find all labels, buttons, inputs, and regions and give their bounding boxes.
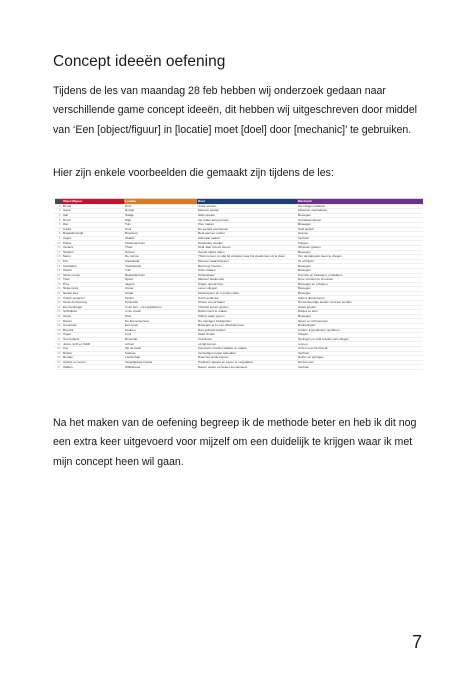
- table-cell: Ninja-mody: [62, 287, 124, 292]
- table-cell: Schildpad: [62, 310, 124, 315]
- examples-paragraph: Hier zijn enkele voorbeelden die gemaakt zijn tijdens de les:: [53, 167, 334, 179]
- table-cell: Pyramide: [124, 301, 197, 306]
- table-cell: Bewegen: [297, 213, 423, 218]
- table-cell: Rondje: [62, 356, 124, 361]
- table-cell: Dieren stelen en beken tunnelmacts: [197, 365, 297, 370]
- row-number-cell: 31: [55, 337, 62, 342]
- table-header-cell: Locatie: [124, 199, 197, 204]
- row-number-cell: 7: [55, 227, 62, 232]
- row-number-cell: 34: [55, 351, 62, 356]
- table-cell: Landschap: [124, 356, 197, 361]
- table-cell: Puzzels en bewegen, ontdekken: [297, 273, 423, 278]
- table-cell: Cavia: [62, 227, 124, 232]
- table-cell: Een beek: [124, 324, 197, 329]
- row-number-cell: 2: [55, 204, 62, 209]
- row-number-cell: 11: [55, 245, 62, 250]
- row-number-cell: 28: [55, 324, 62, 329]
- row-number-cell: 27: [55, 319, 62, 324]
- table-cell: Fire: [62, 259, 124, 264]
- row-number-cell: 24: [55, 305, 62, 310]
- table-cell: Chaos veroorzaken: [197, 301, 297, 306]
- table-cell: Pasta: [62, 241, 124, 246]
- table-cell: Bewegen: [297, 268, 423, 273]
- table-cell: Vergelijkings knuttle: [124, 360, 197, 365]
- table-cell: Naar het einde komen: [197, 356, 297, 361]
- table-cell: Bewegen: [297, 314, 423, 319]
- table-cell: Abattis: [124, 236, 197, 241]
- table-cell: Overleven: [197, 337, 297, 342]
- table-cell: School: [124, 250, 197, 255]
- table-cell: Mensen waarschuwen: [197, 259, 297, 264]
- table-cell: De wereld overnemen: [197, 227, 297, 232]
- table-cell: In de tuin - met appelboom: [124, 305, 197, 310]
- table-cell: De manager bedigorden: [197, 319, 297, 324]
- row-number-cell: 6: [55, 222, 62, 227]
- table-cell: Prey: [62, 282, 124, 287]
- reflection-paragraph: Na het maken van de oefening begreep ik de methode beter en heb ik dit nog een extra keer uitgevoerd voor mijzelf om een duidelijk te krijgen waar ik met mijn concept heen wil gaan.: [53, 417, 417, 468]
- table-cell: Straat: [124, 291, 197, 296]
- row-number-cell: 19: [55, 282, 62, 287]
- table-cell: Om de planeten heen te vliegen: [297, 255, 423, 260]
- table-cell: Oude Archeoloog: [62, 301, 124, 306]
- table-cell: Brenzill: [62, 328, 124, 333]
- table-cell: Niet gebodd worden: [197, 328, 297, 333]
- table-cell: Studentenhuis: [124, 241, 197, 246]
- table-cell: Bal hoog houden: [197, 264, 297, 269]
- table-cell: op tijd komen: [197, 342, 297, 347]
- table-cell: Bewegen je zo een dinehulst luxe: [197, 324, 297, 329]
- row-number-cell: 33: [55, 347, 62, 352]
- table-cell: In de ocean: [124, 310, 197, 315]
- table-header-cell: Mechanic: [297, 199, 423, 204]
- table-cell: Mensen pesten: [197, 209, 297, 214]
- table-cell: Voetbalveld: [124, 264, 197, 269]
- row-number-cell: 20: [55, 287, 62, 292]
- table-cell: Neutel kies: [62, 291, 124, 296]
- table-cell: Voeter: [62, 268, 124, 273]
- row-number-cell: 32: [55, 342, 62, 347]
- table-cell: Ontsnappen: [197, 273, 297, 278]
- table-cell: De boerenservice: [124, 319, 197, 324]
- table-cell: Waffen: [62, 365, 124, 370]
- table-cell: Hersenkoortige stoden tot lezer worden: [297, 301, 423, 306]
- table-cell: Kat avens worden wakker te maken: [197, 347, 297, 352]
- table-cell: Te schrijven: [297, 259, 423, 264]
- row-number-cell: 3: [55, 209, 62, 214]
- table-cell: Ouders: [62, 245, 124, 250]
- table-cell: Vechten: [297, 236, 423, 241]
- table-cell: Keuken: [124, 328, 197, 333]
- table-cell: Kijkers illuminneren: [297, 296, 423, 301]
- table-cell: Bepaald kenijk: [62, 232, 124, 237]
- table-cell: Rat: [62, 222, 124, 227]
- row-number-cell: 18: [55, 278, 62, 283]
- table-cell: Dorpje: [124, 209, 197, 214]
- table-cell: Op de bank: [124, 347, 197, 352]
- table-cell: Kind naar school sturen: [197, 245, 297, 250]
- table-cell: Wijk: [124, 218, 197, 223]
- table-cell: Bewegen: [297, 291, 423, 296]
- table-cell: Gat: [62, 213, 124, 218]
- table-cell: Springen en zoal houden aan vliegen: [297, 337, 423, 342]
- table-cell: Dolommerit te maken: [197, 310, 297, 315]
- table-cell: Bewegen en schieten: [297, 282, 423, 287]
- table-cell: Raven: [62, 319, 124, 324]
- table-cell: Vechten: [297, 365, 423, 370]
- table-cell: Online: [124, 296, 197, 301]
- table-cell: Bewegen: [297, 264, 423, 269]
- table-body: [55, 204, 423, 369]
- table-cell: Tuin: [124, 222, 197, 227]
- table-cell: Rietjes te eten: [297, 310, 423, 315]
- table-cell: Klaslokaal: [124, 259, 197, 264]
- table-header-cell: Doel: [197, 199, 297, 204]
- row-number-cell: 16: [55, 268, 62, 273]
- table-cell: Thuis: [124, 245, 197, 250]
- table-cell: Studenten voeden: [197, 241, 297, 246]
- row-number-cell: 13: [55, 255, 62, 260]
- table-cell: Hond: [62, 218, 124, 223]
- table-cell: Kooi: [124, 227, 197, 232]
- table-cell: Julius, knih en SAM: [62, 342, 124, 347]
- table-cell: Mensen fietsbonen: [197, 278, 297, 283]
- table-cell: Vogel: [62, 236, 124, 241]
- row-number-cell: 22: [55, 296, 62, 301]
- table-cell: Vliegen: [297, 333, 423, 338]
- table-cell: Kasteel: [124, 351, 197, 356]
- row-number-cell: 30: [55, 333, 62, 338]
- table-cell: Bonkeringen: [297, 324, 423, 329]
- table-header-cell: Object/figuur: [62, 199, 124, 204]
- table-cell: Vestibator: [62, 264, 124, 269]
- table-cell: Twitch streamer: [62, 296, 124, 301]
- table-cell: Alles opeten: [197, 213, 297, 218]
- intro-paragraph: Tijdens de les van maandag 28 feb hebben wij onderzoek gedaan naar verschillende game concept ideeën, dit hebben wij uitgeschreven door middel van ‘Een [object/figuur] in [locatie] moet [doel] door [mechanic]’ te gebruiken.: [53, 85, 417, 136]
- table-cell: Huis: [124, 314, 197, 319]
- table-cell: Bejaardenhuis: [124, 273, 197, 278]
- row-number-cell: 26: [55, 314, 62, 319]
- row-number-cell: 21: [55, 291, 62, 296]
- table-cell: Geld verdienen: [197, 296, 297, 301]
- table-cell: Bewegen: [297, 287, 423, 292]
- table-cell: Leven vliegen: [197, 287, 297, 292]
- table-cell: rennen: [297, 342, 423, 347]
- table-cell: Aan dingen plakken: [297, 204, 423, 209]
- table-cell: Gans: [62, 209, 124, 214]
- table-cell: Proficiem appels en peren te vergelijken: [197, 360, 297, 365]
- table-cell: Toast worden: [197, 204, 297, 209]
- row-number-cell: 35: [55, 356, 62, 361]
- table-cell: Steen en schreeuwen: [297, 319, 423, 324]
- row-number-cell: 14: [55, 259, 62, 264]
- table-cell: Plante water geven: [197, 314, 297, 319]
- table-cell: Een bedreiger: [62, 305, 124, 310]
- table-cell: Appel gooien: [297, 305, 423, 310]
- page-title: Concept ideeën oefening: [53, 53, 226, 70]
- row-number-cell: 36: [55, 360, 62, 365]
- table-cell: Vies maken: [197, 222, 297, 227]
- row-number-cell: 15: [55, 264, 62, 269]
- table-cell: Vogel: [62, 333, 124, 338]
- table-cell: Objecten gooien: [297, 245, 423, 250]
- row-number-cell: 10: [55, 241, 62, 246]
- table-cell: Beta kennen onden: [197, 232, 297, 237]
- table-cell: Oude vrouw: [62, 273, 124, 278]
- table-cell: Azzen over het Koydt: [297, 347, 423, 352]
- table-cell: Door mensen te smossen: [297, 278, 423, 283]
- table-cell: De ruimte: [124, 255, 197, 260]
- table-cell: school: [124, 342, 197, 347]
- table-cell: Wiffelbouw: [124, 365, 197, 370]
- table-cell: Gras maaien: [197, 268, 297, 273]
- table-cell: Zaad vinden: [197, 333, 297, 338]
- row-number-cell: 9: [55, 236, 62, 241]
- table-cell: Allemaal maken: [197, 236, 297, 241]
- concept-table: [55, 199, 423, 370]
- table-cell: Graf gewild: [297, 227, 423, 232]
- table-cell: Ruben: [62, 351, 124, 356]
- table-cell: Test subject: [62, 337, 124, 342]
- table-cell: Rollen en springen: [297, 356, 423, 361]
- row-number-cell: 23: [55, 301, 62, 306]
- table-cell: Arena: [124, 287, 197, 292]
- table-cell: Ontsnappen en in puzje rollen: [197, 291, 297, 296]
- page-number: 7: [411, 632, 422, 652]
- table-cell: Ontdekken/lezen: [297, 218, 423, 223]
- row-number-cell: 29: [55, 328, 62, 333]
- table-cell: Objecten verplaatsen: [297, 209, 423, 214]
- table-cell: Rond lab: [124, 337, 197, 342]
- table-cell: Bewegen: [297, 250, 423, 255]
- table-cell: Unnerode: [62, 324, 124, 329]
- table-cell: Gieter: [62, 314, 124, 319]
- table-cell: Student: [62, 250, 124, 255]
- table-cell: Trein: [62, 278, 124, 283]
- table-cell: Boerderij: [124, 232, 197, 237]
- table-cell: Tuin: [124, 268, 197, 273]
- row-number-cell: 5: [55, 218, 62, 223]
- table-cell: Vechten: [297, 351, 423, 356]
- table-cell: Spoor: [124, 278, 197, 283]
- table-cell: Kooi: [124, 333, 197, 338]
- table-cell: Goede cijfers halen: [197, 250, 297, 255]
- table-cell: Mens: [62, 255, 124, 260]
- concept-spreadsheet-image: [55, 198, 423, 399]
- table-row: [55, 365, 423, 370]
- table-cell: Huis: [124, 204, 197, 209]
- table-cell: Jagers: [124, 282, 197, 287]
- row-number-cell: 4: [55, 213, 62, 218]
- table-cell: Inmanel lemen gooien: [197, 305, 297, 310]
- table-cell: Brood: [62, 204, 124, 209]
- table-cell: Bewegen: [297, 222, 423, 227]
- row-number-cell: 12: [55, 250, 62, 255]
- table-cell: Andere ingrediënten opofferen: [297, 328, 423, 333]
- row-number-cell: 8: [55, 232, 62, 237]
- row-number-cell: 37: [55, 365, 62, 370]
- table-cell: Kat: [62, 347, 124, 352]
- table-cell: Verdedigen tegen aanvallen: [197, 351, 297, 356]
- table-cell: Graven: [297, 232, 423, 237]
- table-cell: Uitgen opentrozen: [197, 282, 297, 287]
- table-cell: Thuis komen, omdat hij vergeten was hot goedomus uit te doen: [197, 255, 297, 260]
- row-number-cell: 17: [55, 273, 62, 278]
- table-cell: Op ander terug komen: [197, 218, 297, 223]
- row-number-cell: 25: [55, 310, 62, 315]
- table-cell: Vliegen: [297, 241, 423, 246]
- table-cell: Appels en peren: [62, 360, 124, 365]
- table-cell: Stadje: [124, 213, 197, 218]
- table-cell: Dit kan niet: [297, 360, 423, 365]
